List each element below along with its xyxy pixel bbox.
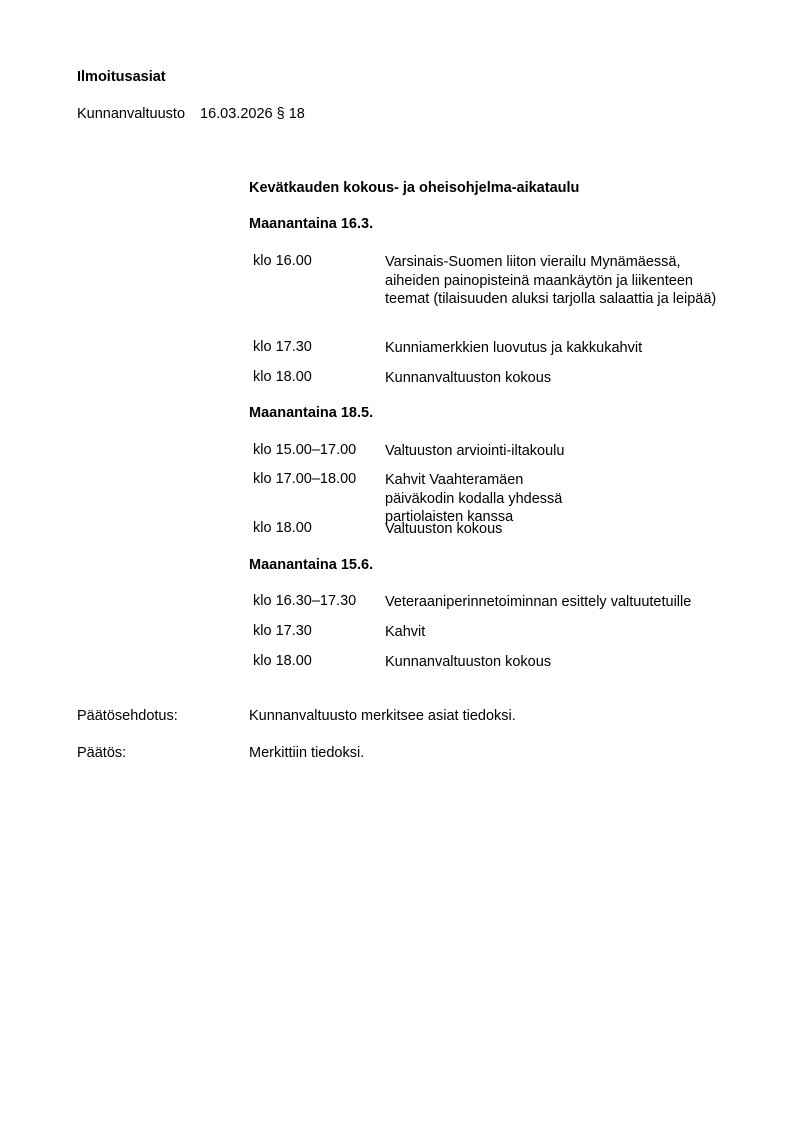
page-title: Ilmoitusasiat	[77, 69, 166, 85]
schedule-description: Varsinais-Suomen liiton vierailu Mynämäessä, aiheiden painopisteinä maankäytön ja liikenteen teemat (tilaisuuden aluksi tarjolla salaattia ja leipää)	[385, 254, 717, 307]
schedule-description: Veteraaniperinnetoiminnan esittely valtuutetuille	[385, 594, 692, 610]
schedule-description: Valtuuston kokous	[385, 521, 503, 537]
schedule-description: Kunnanvaltuuston kokous	[385, 654, 552, 670]
schedule-row	[249, 653, 739, 672]
schedule-time: klo 18.00	[253, 369, 312, 385]
schedule-description: Valtuuston arviointi-iltakoulu	[385, 443, 565, 459]
schedule-time: klo 17.00–18.00	[253, 471, 357, 487]
schedule-description: Kunnanvaltuuston kokous	[385, 370, 552, 386]
proposal-label: Päätösehdotus:	[77, 708, 178, 724]
day-heading: Maanantaina 18.5.	[249, 405, 374, 421]
schedule-time: klo 17.30	[253, 623, 312, 639]
decision-text: Merkittiin tiedoksi.	[249, 745, 365, 761]
schedule-time: klo 15.00–17.00	[253, 442, 357, 458]
proposal-text: Kunnanvaltuusto merkitsee asiat tiedoksi.	[249, 708, 516, 724]
schedule-time: klo 16.30–17.30	[253, 593, 357, 609]
schedule-row	[249, 471, 739, 527]
day-heading: Maanantaina 15.6.	[249, 557, 374, 573]
schedule-row	[249, 593, 739, 612]
schedule-row	[249, 623, 739, 642]
meeting-body: Kunnanvaltuusto	[77, 106, 186, 122]
schedule-row	[249, 369, 739, 388]
schedule-title: Kevätkauden kokous- ja oheisohjelma-aikataulu	[249, 180, 580, 196]
schedule-description: Kunniamerkkien luovutus ja kakkukahvit	[385, 340, 643, 356]
schedule-row	[249, 253, 739, 309]
schedule-time: klo 18.00	[253, 653, 312, 669]
meeting-date-ref: 16.03.2026 § 18	[200, 106, 305, 122]
decision-label: Päätös:	[77, 745, 127, 761]
schedule-row	[249, 442, 739, 461]
schedule-description: Kahvit	[385, 624, 426, 640]
schedule-time: klo 16.00	[253, 253, 312, 269]
schedule-description: Kahvit Vaahteramäen päiväkodin kodalla yhdessä partiolaisten kanssa	[385, 472, 563, 525]
schedule-row	[249, 339, 739, 358]
schedule-row	[249, 520, 739, 539]
day-heading: Maanantaina 16.3.	[249, 216, 374, 232]
schedule-time: klo 18.00	[253, 520, 312, 536]
schedule-time: klo 17.30	[253, 339, 312, 355]
